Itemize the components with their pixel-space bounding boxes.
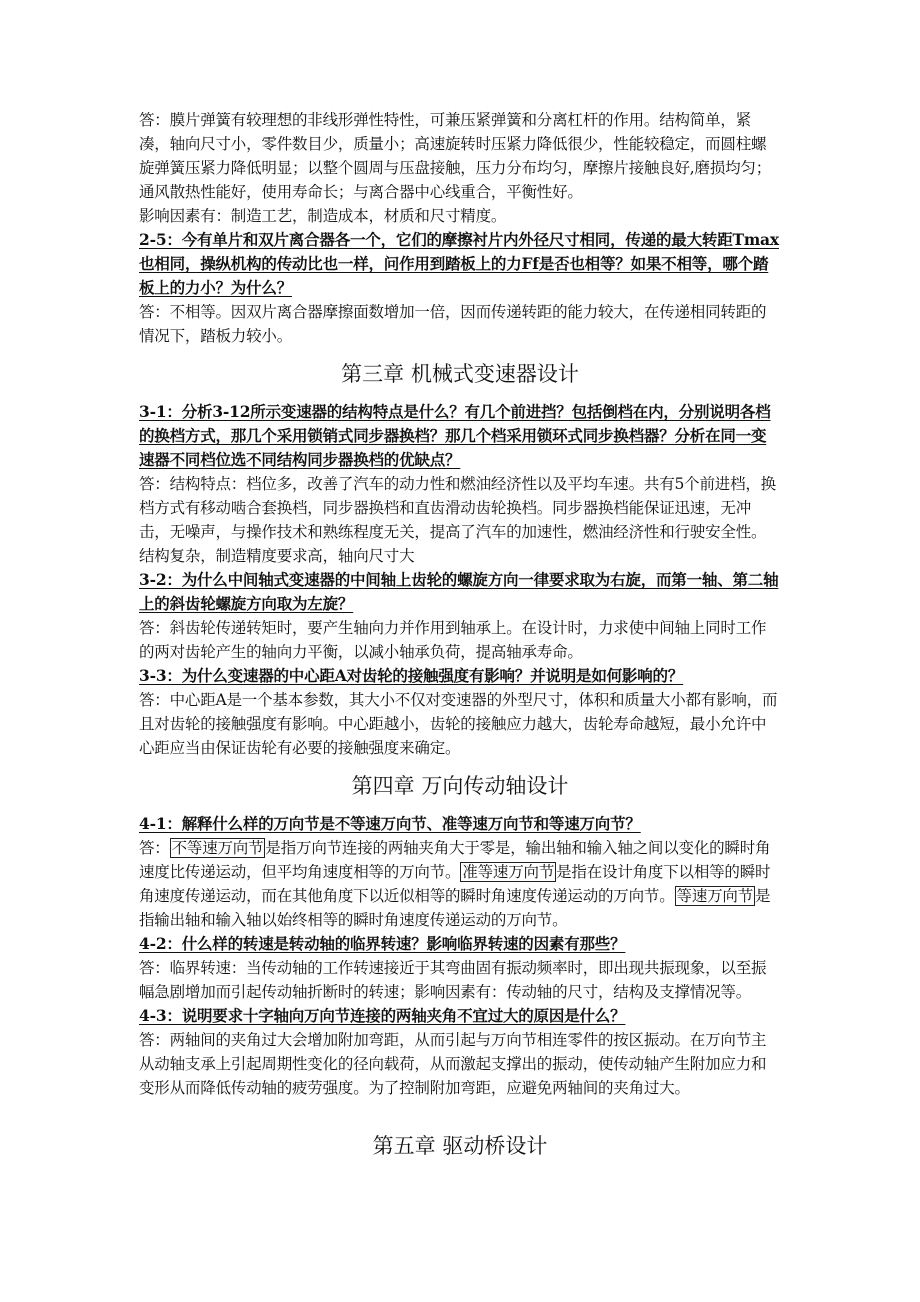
answer-3-1: 答：结构特点：档位多，改善了汽车的动力性和燃油经济性以及平均车速。共有5个前进档，换档方式有移动啮合套换档，同步器换档和直齿滑动齿轮换档。同步器换档能保证迅速，无冲击，无噪声，与操作技术和熟练程度无关，提高了汽车的加速性，燃油经济性和行驶安全性。结构复杂，制造精度要求高，轴向尺寸大 xyxy=(139,475,776,565)
answer-2-5: 答：不相等。因双片离合器摩擦面数增加一倍，因而传递转距的能力较大，在传递相同转距的情况下，踏板力较小。 xyxy=(139,303,767,345)
question-2-5: 2-5：今有单片和双片离合器各一个，它们的摩擦衬片内外径尺寸相同，传递的最大转距Tmax也相同，操纵机构的传动比也一样，问作用到踏板上的力Ff是否也相等？如果不相等，哪个踏板上的力小？为什么？ xyxy=(139,230,779,297)
answer-4-2: 答：临界转速：当传动轴的工作转速接近于其弯曲固有振动频率时，即出现共振现象，以至振幅急剧增加而引起传动轴折断时的转速；影响因素有：传动轴的尺寸，结构及支撑情况等。 xyxy=(139,959,767,1001)
answer-4-1 xyxy=(139,836,781,932)
answer-diaphragm-spring: 答：膜片弹簧有较理想的非线形弹性特性，可兼压紧弹簧和分离杠杆的作用。结构简单，紧凑，轴向尺寸小，零件数目少，质量小；高速旋转时压紧力降低很少，性能较稳定，而圆柱螺旋弹簧压紧力降低明显；以整个圆周与压盘接触，压力分布均匀，摩擦片接触良好,磨损均匀；通风散热性能好，使用寿命长；与离合器中心线重合，平衡性好。 xyxy=(139,111,772,201)
question-3-3: 3-3：为什么变速器的中心距A对齿轮的接触强度有影响？并说明是如何影响的？ xyxy=(139,666,684,685)
document-page xyxy=(139,108,781,1172)
term-box-quasi-constant-velocity-joint: 准等速万向节 xyxy=(462,863,555,881)
chapter-3-title: 第三章 机械式变速器设计 xyxy=(341,362,579,386)
question-4-1: 4-1：解释什么样的万向节是不等速万向节、准等速万向节和等速万向节？ xyxy=(139,814,641,833)
answer-influencing-factors: 影响因素有：制造工艺，制造成本，材质和尺寸精度。 xyxy=(139,207,507,225)
answer-4-1-text-3: 是指输出轴和输入轴以始终相等的瞬时角速度传递运动的万向节。 xyxy=(139,887,771,929)
answer-3-3: 答：中心距A是一个基本参数，其大小不仅对变速器的外型尺寸，体积和质量大小都有影响，而且对齿轮的接触强度有影响。中心距越小，齿轮的接触应力越大，齿轮寿命越短，最小允许中心距应当由保证齿轮有必要的接触强度来确定。 xyxy=(139,691,778,757)
question-4-3: 4-3：说明要求十字轴向万向节连接的两轴夹角不宜过大的原因是什么？ xyxy=(139,1006,626,1025)
answer-4-1-text-1: 是指万向节连接的两轴夹角大于零是，输出轴和输入轴之间以变化的瞬时角速度比传递运动，但平均角速度相等的万向节。 xyxy=(139,839,771,881)
answer-4-1-text-2: 是指在设计角度下以相等的瞬时角速度传递运动，而在其他角度下以近似相等的瞬时角速度传递运动的万向节。 xyxy=(139,863,771,905)
question-3-2: 3-2：为什么中间轴式变速器的中间轴上齿轮的螺旋方向一律要求取为右旋，而第一轴、第二轴上的斜齿轮螺旋方向取为左旋？ xyxy=(139,570,779,613)
term-box-constant-velocity-joint: 等速万向节 xyxy=(676,887,754,905)
term-box-unequal-velocity-joint: 不等速万向节 xyxy=(171,839,264,857)
chapter-5-title: 第五章 驱动桥设计 xyxy=(372,1134,548,1158)
answer-4-3: 答：两轴间的夹角过大会增加附加弯距，从而引起与万向节相连零件的按区振动。在万向节主从动轴支承上引起周期性变化的径向载荷，从而激起支撑出的振动，使传动轴产生附加应力和变形从而降低传动轴的疲劳强度。为了控制附加弯距，应避免两轴间的夹角过大。 xyxy=(139,1031,767,1097)
answer-3-2: 答：斜齿轮传递转矩时，要产生轴向力并作用到轴承上。在设计时，力求使中间轴上同时工作的两对齿轮产生的轴向力平衡，以减小轴承负荷，提高轴承寿命。 xyxy=(139,619,767,661)
chapter-4-title: 第四章 万向传动轴设计 xyxy=(351,774,569,798)
answer-prefix: 答： xyxy=(139,839,170,857)
question-4-2: 4-2：什么样的转速是转动轴的临界转速？影响临界转速的因素有那些？ xyxy=(139,934,626,953)
question-3-1: 3-1：分析3-12所示变速器的结构特点是什么？有几个前进挡？包括倒档在内，分别说明各档的换档方式，那几个采用锁销式同步器换档？那几个档采用锁环式同步换档器？分析在同一变速器不同档位选不同结构同步器换档的优缺点？ xyxy=(139,402,771,469)
